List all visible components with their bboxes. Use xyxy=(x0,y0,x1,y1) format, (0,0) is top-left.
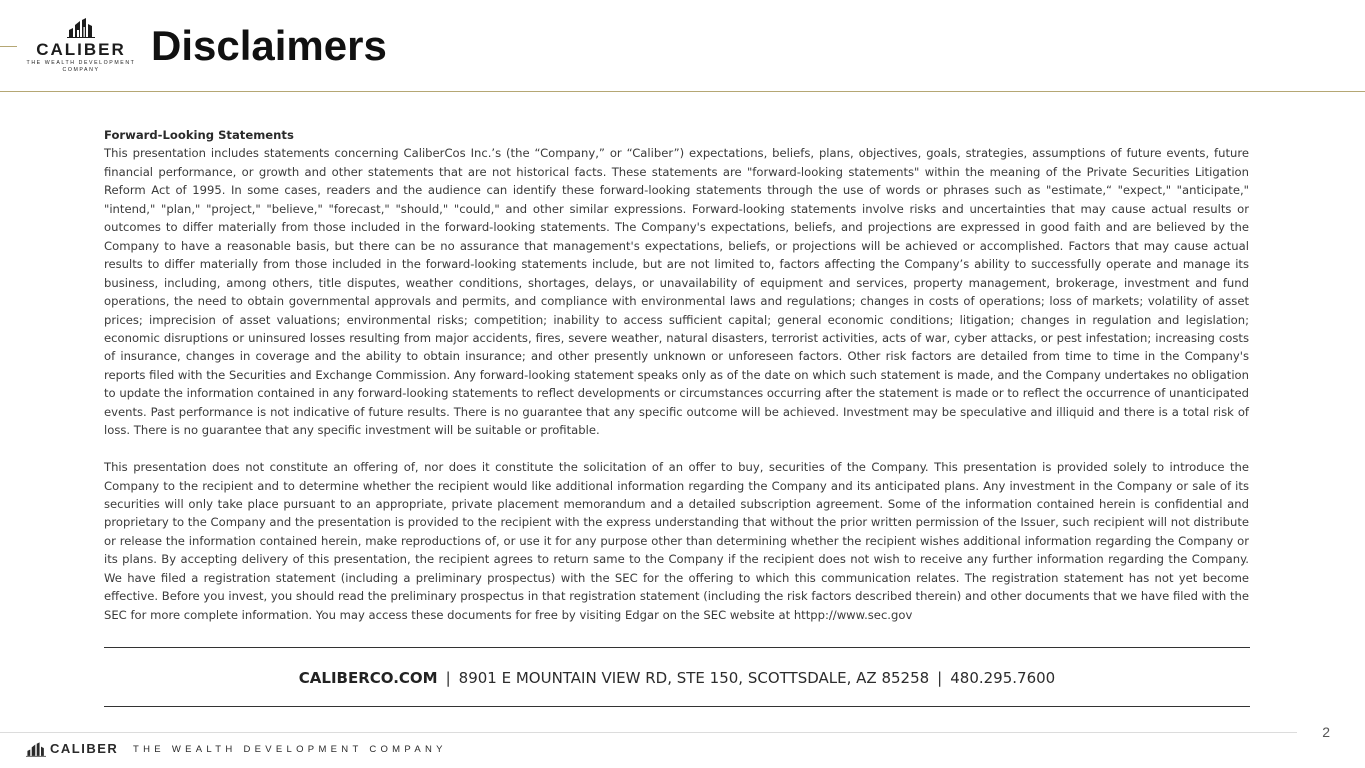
footer-tagline: THE WEALTH DEVELOPMENT COMPANY xyxy=(133,744,447,755)
footer-logo xyxy=(26,741,446,757)
paragraph-spacer xyxy=(104,440,1249,458)
logo-tagline xyxy=(24,60,138,73)
address-text: 8901 E MOUNTAIN VIEW RD, STE 150, SCOTTSDALE, AZ 85258 xyxy=(458,669,930,687)
disclaimer-body xyxy=(104,126,1249,624)
contact-bar xyxy=(104,669,1250,687)
header-accent-line xyxy=(0,46,17,47)
caliber-building-logo-icon xyxy=(26,742,46,757)
offering-paragraph: This presentation does not constitute an offering of, nor does it constitute the solicitation of an offer to buy, securities of the Company. This presentation is provided solely to introduce the Company to the recipient and to determine whether the recipient would like additional information regarding the Company and its anticipated plans. Any investment in the Company or sale of its securities will only take place pursuant to an appropriate, private placement memorandum and a detailed subscription agreement. Some of the information contained herein is confidential and proprietary to the Company and the presentation is provided to the recipient with the express understanding that without the prior written permission of the Issuer, such recipient will not distribute or release the information contained herein, make reproductions of, or use it for any purpose other than determining whether the recipient wishes additional information regarding the Company or its plans. By accepting delivery of this presentation, the recipient agrees to return same to the Company if the recipient does not wish to receive any further information regarding the Company. We have filed a registration statement (including a preliminary prospectus) with the SEC for the offering to which this communication relates. The registration statement has not yet become effective. Before you invest, you should read the preliminary prospectus in that registration statement (including the risk factors described therein) and other documents that we have filed with the SEC for more complete information. You may access these documents for free by visiting Edgar on the SEC website at httpp://www.sec.gov xyxy=(104,460,1249,622)
logo-tagline-line2: COMPANY xyxy=(62,66,100,73)
website-link[interactable]: CALIBERCO.COM xyxy=(298,669,438,687)
contact-separator: | xyxy=(937,669,943,687)
caliber-building-logo-icon xyxy=(67,18,95,38)
caliber-logo xyxy=(24,18,138,74)
forward-looking-paragraph: This presentation includes statements concerning CaliberCos Inc.’s (the “Company,” or “Caliber”) expectations, beliefs, plans, objectives, goals, strategies, assumptions of future events, future financial performance, or growth and other statements that are not historical facts. These statements are "forward-looking statements" within the meaning of the Private Securities Litigation Reform Act of 1995. In some cases, readers and the audience can identify these forward-looking statements through the use of words or phrases such as "estimate,“ "expect," "anticipate," "intend," "plan," "project," "believe," "forecast," "should," "could," and other similar expressions. Forward-looking statements involve risks and uncertainties that may cause actual results or outcomes to differ materially from those included in the forward-looking statements. The Company's expectations, beliefs, and projections are expressed in good faith and are believed by the Company to have a reasonable basis, but there can be no assurance that management's expectations, beliefs, or projections will be achieved or accomplished. Factors that may cause actual results to differ materially from those included in the forward-looking statements include, but are not limited to, factors affecting the Company’s ability to successfully operate and manage its business, including, among others, title disputes, weather conditions, shortages, delays, or unavailability of equipment and services, property management, brokerage, investment and fund operations, the need to obtain governmental approvals and permits, and compliance with environmental laws and regulations; changes in costs of operations; loss of markets; volatility of asset prices; imprecision of asset valuations; environmental risks; competition; inability to access sufficient capital; general economic conditions; litigation; changes in regulation and legislation; economic disruptions or uninsured losses resulting from major accidents, fires, severe weather, natural disasters, terrorist activities, acts of war, cyber attacks, or pest infestation; increasing costs of insurance, changes in coverage and the ability to obtain insurance; and other presently unknown or unforeseen factors. Other risk factors are detailed from time to time in the Company's reports filed with the Securities and Exchange Commission. Any forward-looking statement speaks only as of the date on which such statement is made, and the Company undertakes no obligation to update the information contained in any forward-looking statements to reflect developments or circumstances occurring after the statement is made or to reflect the occurrence of unanticipated events. Past performance is not indicative of future results. There is no guarantee that any specific outcome will be achieved. Investment may be speculative and illiquid and there is a total risk of loss. There is no guarantee that any specific investment will be suitable or profitable. xyxy=(104,146,1249,438)
logo-tagline-line1: THE WEALTH DEVELOPMENT xyxy=(26,60,136,66)
contact-top-divider xyxy=(104,647,1250,648)
page-number: 2 xyxy=(1322,724,1330,740)
slide-header xyxy=(0,0,1365,92)
logo-wordmark: CALIBER xyxy=(36,40,126,59)
page-title: Disclaimers xyxy=(151,22,387,69)
section-heading: Forward-Looking Statements xyxy=(104,128,294,142)
contact-separator: | xyxy=(445,669,451,687)
header-divider xyxy=(0,91,1365,92)
phone-text: 480.295.7600 xyxy=(950,669,1056,687)
footer-divider xyxy=(0,732,1297,733)
contact-bottom-divider xyxy=(104,706,1250,707)
footer-wordmark: CALIBER xyxy=(50,741,119,756)
